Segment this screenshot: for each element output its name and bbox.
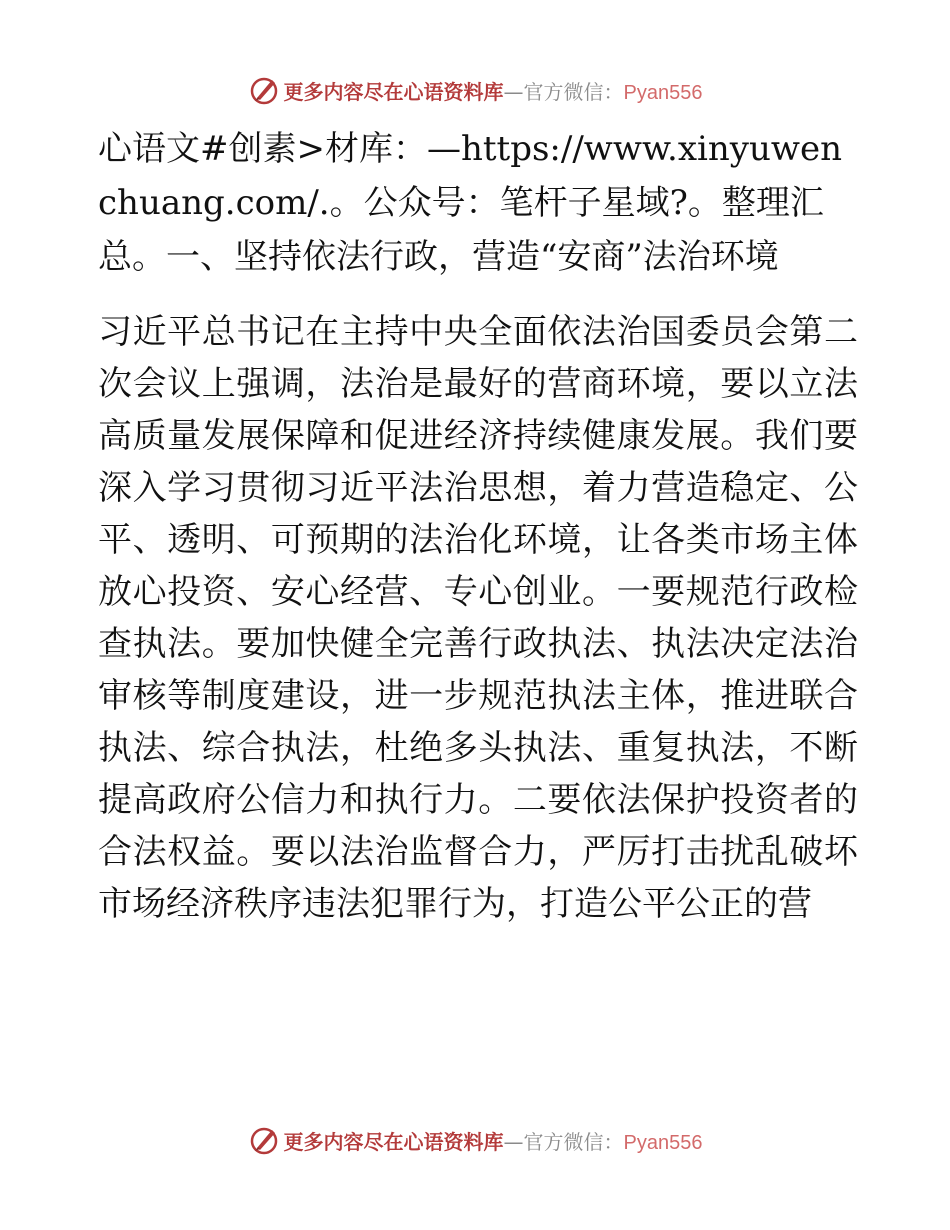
banner-dash: — — [503, 79, 524, 104]
document-paragraph: 习近平总书记在主持中央全面依法治国委员会第二次会议上强调，法治是最好的营商环境，要以立法高质量发展保障和促进经济持续健康发展。我们要深入学习贯彻习近平法治思想，着力营造稳定、公平、透明、可预期的法治化环境，让各类市场主体放心投资、安心经营、专心创业。一要规范行政检查执法。要加快健全完善行政执法、执法决定法治审核等制度建设，进一步规范执法主体，推进联合执法、综合执法，杜绝多头执法、重复执法，不断提高政府公信力和执行力。二要依法保护投资者的合法权益。要以法治监督合力，严厉打击扰乱破坏市场经济秩序违法犯罪行为，打造公平公正的营 — [98, 312, 858, 924]
banner-wechat-label: 官方微信： — [523, 1129, 624, 1154]
banner-text — [284, 1126, 703, 1155]
banner-dash: — — [503, 1129, 524, 1154]
banner-wechat-id: Pyan556 — [623, 1131, 703, 1154]
quill-pen-logo-icon — [248, 1124, 280, 1156]
document-content — [98, 122, 858, 930]
banner-text — [284, 76, 703, 105]
banner-main-text: 更多内容尽在心语资料库 — [283, 1129, 504, 1154]
footer-banner — [0, 1120, 950, 1160]
header-banner — [0, 70, 950, 110]
banner-wechat-id: Pyan556 — [623, 81, 703, 104]
banner-wechat-label: 官方微信： — [523, 79, 624, 104]
document-heading: 心语文#创素>材库：—https://www.xinyuwenchuang.com/.。公众号：笔杆子星域?。整理汇总。一、坚持依法行政，营造“安商”法治环境 — [98, 129, 843, 277]
banner-main-text: 更多内容尽在心语资料库 — [283, 79, 504, 104]
quill-pen-logo-icon — [248, 74, 280, 106]
